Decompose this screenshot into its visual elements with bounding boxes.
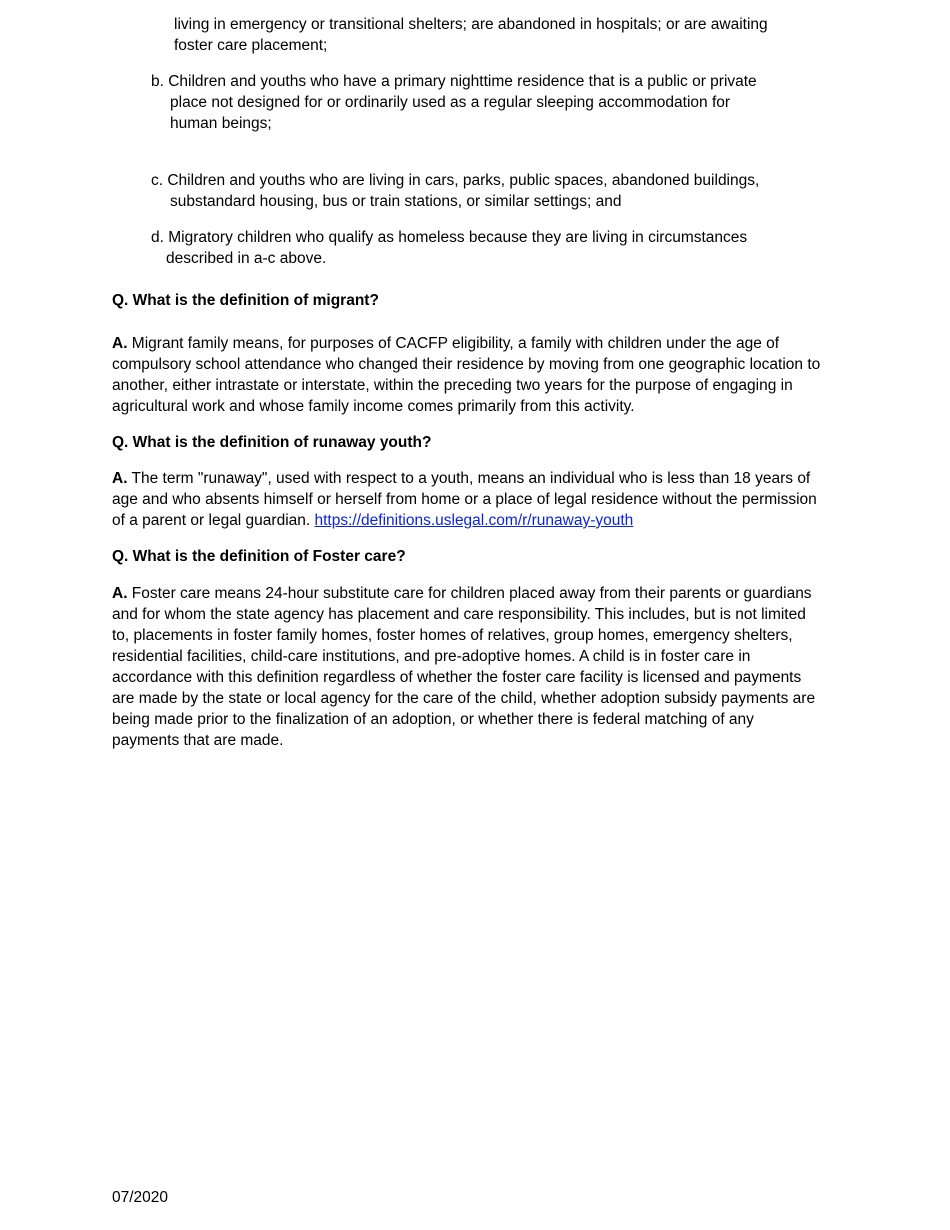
list-item-d-line-1: d. Migratory children who qualify as homeless because they are living in circumstances bbox=[151, 229, 748, 246]
list-item-a-line-1: living in emergency or transitional shelters; are abandoned in hospitals; or are awaiting bbox=[174, 16, 768, 33]
answer-foster-line-2: and for whom the state agency has placement and care responsibility. This includes, but is not limited bbox=[112, 606, 806, 623]
list-item-d-line-2: described in a-c above. bbox=[166, 250, 327, 267]
answer-runaway-line-1 bbox=[112, 468, 810, 489]
answer-migrant-line-1 bbox=[112, 333, 779, 354]
answer-label: A. bbox=[112, 335, 128, 352]
question-foster-care: Q. What is the definition of Foster care? bbox=[112, 548, 406, 565]
list-item-a-line-2: foster care placement; bbox=[174, 37, 328, 54]
question-runaway: Q. What is the definition of runaway youth? bbox=[112, 434, 432, 451]
footer-date: 07/2020 bbox=[112, 1189, 169, 1206]
list-item-c-line-2: substandard housing, bus or train stations, or similar settings; and bbox=[170, 193, 622, 210]
answer-foster-line-1 bbox=[112, 583, 812, 604]
answer-text: of a parent or legal guardian. bbox=[112, 512, 315, 529]
list-item-c-line-1: c. Children and youths who are living in cars, parks, public spaces, abandoned buildings, bbox=[151, 172, 760, 189]
answer-foster-line-5: accordance with this definition regardless of whether the foster care facility is licensed and payments bbox=[112, 669, 802, 686]
answer-text: The term "runaway", used with respect to a youth, means an individual who is less than 18 years of bbox=[127, 470, 811, 487]
list-item-b-line-1: b. Children and youths who have a primary nighttime residence that is a public or private bbox=[151, 73, 757, 90]
answer-foster-line-3: to, placements in foster family homes, foster homes of relatives, group homes, emergency shelters, bbox=[112, 627, 793, 644]
answer-foster-line-7: being made prior to the finalization of an adoption, or whether there is federal matching of any bbox=[112, 711, 754, 728]
question-migrant: Q. What is the definition of migrant? bbox=[112, 292, 379, 309]
answer-label: A. bbox=[112, 585, 128, 602]
answer-foster-line-8: payments that are made. bbox=[112, 732, 284, 749]
answer-runaway-line-2: age and who absents himself or herself from home or a place of legal residence without the permission bbox=[112, 491, 817, 508]
answer-runaway-line-3 bbox=[112, 510, 633, 531]
list-item-b-line-3: human beings; bbox=[170, 115, 272, 132]
answer-migrant-line-3: another, either intrastate or interstate, within the preceding two years for the purpose of engaging in bbox=[112, 377, 793, 394]
answer-migrant-line-2: compulsory school attendance who changed their residence by moving from one geographic location to bbox=[112, 356, 821, 373]
answer-foster-line-4: residential facilities, child-care institutions, and pre-adoptive homes. A child is in foster care in bbox=[112, 648, 751, 665]
runaway-youth-link[interactable]: https://definitions.uslegal.com/r/runaway-youth bbox=[314, 512, 634, 529]
answer-foster-line-6: are made by the state or local agency for the care of the child, whether adoption subsidy payments are bbox=[112, 690, 816, 707]
answer-label: A. bbox=[112, 470, 128, 487]
answer-migrant-line-4: agricultural work and whose family income comes primarily from this activity. bbox=[112, 398, 635, 415]
list-item-b-line-2: place not designed for or ordinarily used as a regular sleeping accommodation for bbox=[170, 94, 731, 111]
answer-text: Foster care means 24-hour substitute care for children placed away from their parents or guardians bbox=[127, 585, 812, 602]
answer-text: Migrant family means, for purposes of CACFP eligibility, a family with children under the age of bbox=[127, 335, 780, 352]
